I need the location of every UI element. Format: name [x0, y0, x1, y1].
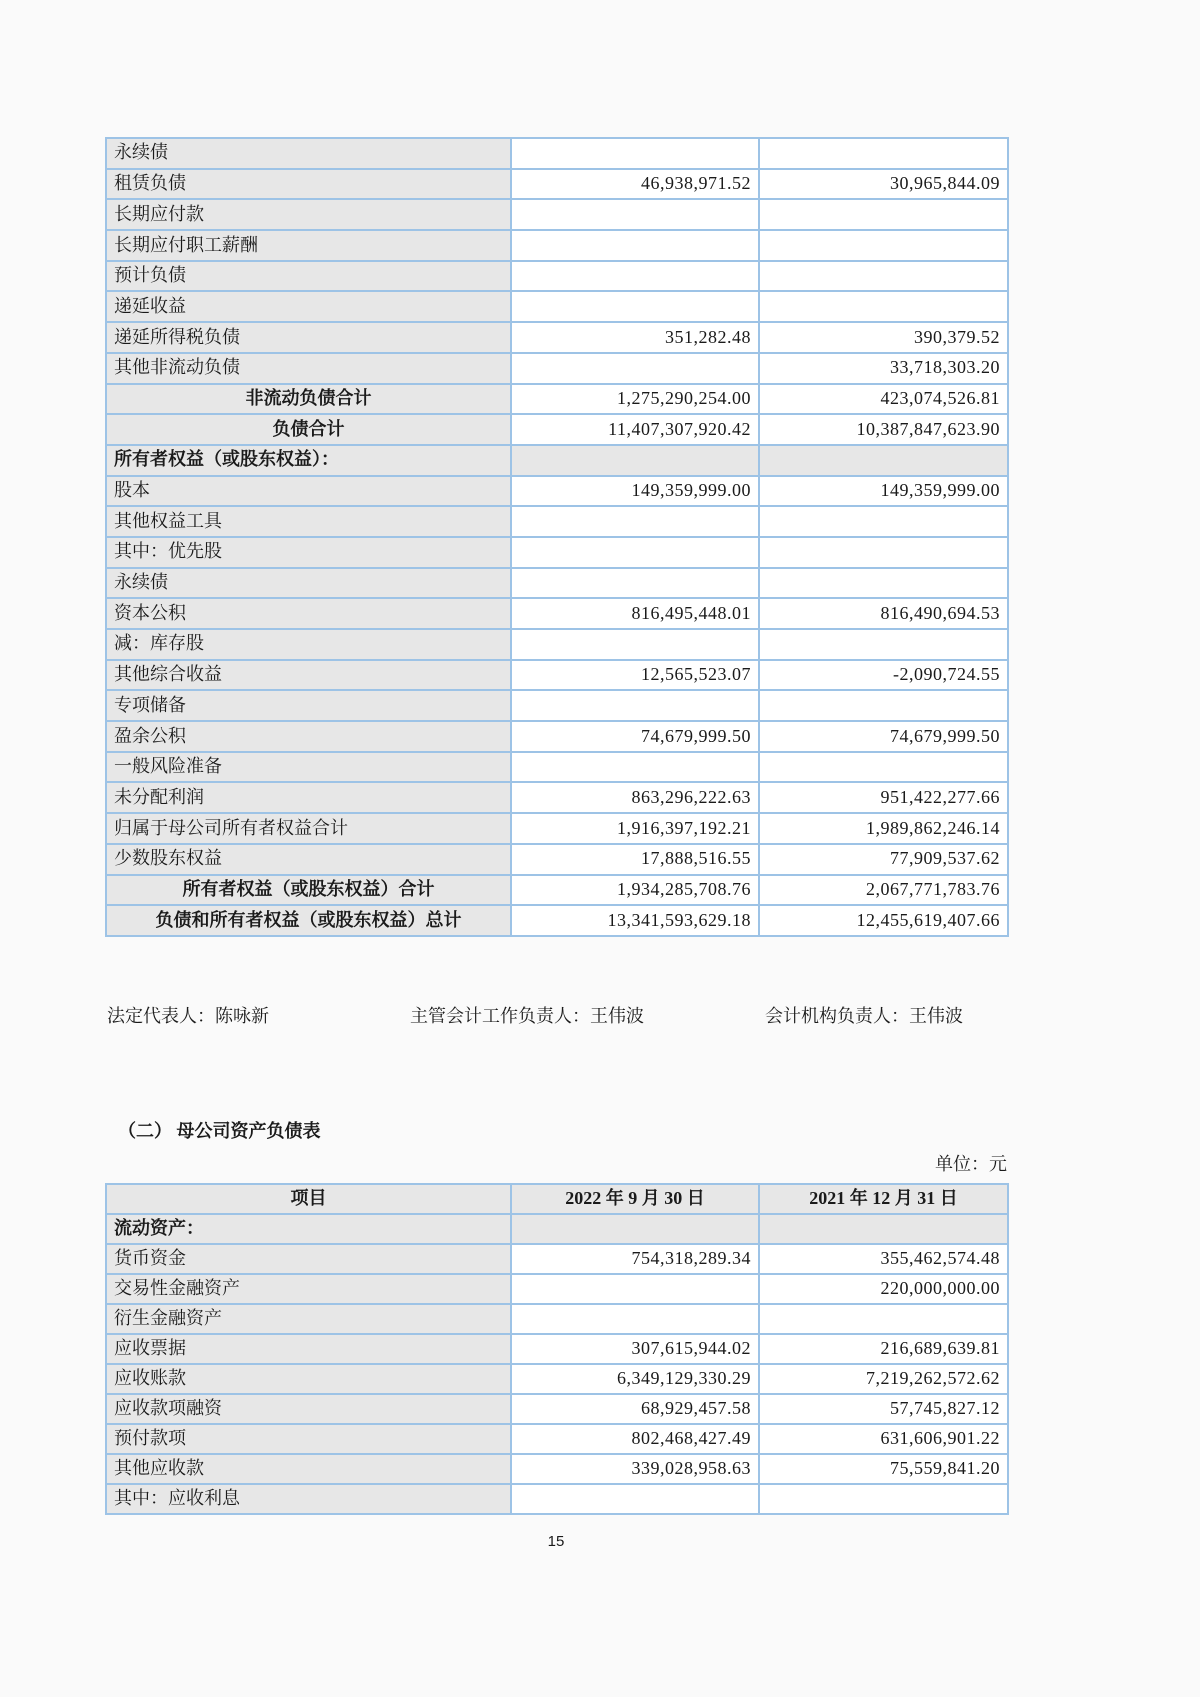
unit-note: 单位：元	[935, 1154, 1007, 1174]
table-header-row	[106, 1184, 1008, 1214]
amount-current-period	[511, 1274, 759, 1304]
table-row	[106, 752, 1008, 783]
amount-current-period: 1,916,397,192.21	[511, 813, 759, 844]
line-item-label: 归属于母公司所有者权益合计	[106, 813, 511, 844]
amount-current-period: 68,929,457.58	[511, 1394, 759, 1424]
amount-prior-period: 390,379.52	[759, 322, 1008, 353]
amount-current-period: 1,934,285,708.76	[511, 875, 759, 906]
legal-representative-signature: 法定代表人：陈咏新	[107, 1006, 269, 1026]
table-row	[106, 199, 1008, 230]
amount-prior-period: 75,559,841.20	[759, 1454, 1008, 1484]
amount-prior-period: 149,359,999.00	[759, 476, 1008, 507]
amount-current-period: 12,565,523.07	[511, 660, 759, 691]
table-row	[106, 445, 1008, 476]
parent-company-balance-sheet-table	[105, 1183, 1009, 1515]
table-row	[106, 568, 1008, 599]
table-row	[106, 353, 1008, 384]
amount-current-period: 17,888,516.55	[511, 844, 759, 875]
amount-current-period: 13,341,593,629.18	[511, 905, 759, 936]
amount-current-period: 149,359,999.00	[511, 476, 759, 507]
amount-prior-period	[759, 138, 1008, 169]
amount-prior-period	[759, 629, 1008, 660]
amount-prior-period	[759, 537, 1008, 568]
amount-prior-period	[759, 230, 1008, 261]
amount-prior-period: 1,989,862,246.14	[759, 813, 1008, 844]
table-row	[106, 875, 1008, 906]
amount-prior-period: 77,909,537.62	[759, 844, 1008, 875]
line-item-label: 应收票据	[106, 1334, 511, 1364]
amount-prior-period	[759, 568, 1008, 599]
amount-prior-period: 423,074,526.81	[759, 384, 1008, 415]
amount-prior-period: 951,422,277.66	[759, 782, 1008, 813]
line-item-label: 预付款项	[106, 1424, 511, 1454]
amount-current-period	[511, 537, 759, 568]
amount-current-period	[511, 568, 759, 599]
amount-current-period: 11,407,307,920.42	[511, 414, 759, 445]
line-item-label: 所有者权益（或股东权益）：	[106, 445, 511, 476]
amount-current-period: 816,495,448.01	[511, 598, 759, 629]
amount-prior-period	[759, 199, 1008, 230]
amount-current-period: 46,938,971.52	[511, 169, 759, 200]
line-item-label: 衍生金融资产	[106, 1304, 511, 1334]
table-row	[106, 690, 1008, 721]
line-item-label: 少数股东权益	[106, 844, 511, 875]
table-row	[106, 844, 1008, 875]
line-item-label: 长期应付职工薪酬	[106, 230, 511, 261]
amount-prior-period	[759, 506, 1008, 537]
amount-prior-period: 33,718,303.20	[759, 353, 1008, 384]
line-item-label: 其中：优先股	[106, 537, 511, 568]
table-row	[106, 138, 1008, 169]
line-item-label: 专项储备	[106, 690, 511, 721]
table-row	[106, 291, 1008, 322]
accounting-department-head-signature: 会计机构负责人：王伟波	[765, 1006, 963, 1026]
amount-prior-period	[759, 445, 1008, 476]
line-item-label: 负债合计	[106, 414, 511, 445]
table-row	[106, 629, 1008, 660]
table-row	[106, 1454, 1008, 1484]
table-row	[106, 230, 1008, 261]
amount-current-period: 1,275,290,254.00	[511, 384, 759, 415]
table-row	[106, 261, 1008, 292]
table-row	[106, 476, 1008, 507]
section-heading: （二） 母公司资产负债表	[118, 1121, 321, 1141]
line-item-label: 其中：应收利息	[106, 1484, 511, 1514]
amount-current-period	[511, 1214, 759, 1244]
table-row	[106, 813, 1008, 844]
column-header-date-2021: 2021 年 12 月 31 日	[759, 1184, 1008, 1214]
amount-current-period	[511, 230, 759, 261]
line-item-label: 应收账款	[106, 1364, 511, 1394]
line-item-label: 应收款项融资	[106, 1394, 511, 1424]
amount-current-period	[511, 445, 759, 476]
amount-prior-period: 57,745,827.12	[759, 1394, 1008, 1424]
amount-prior-period	[759, 261, 1008, 292]
table-row	[106, 905, 1008, 936]
line-item-label: 其他综合收益	[106, 660, 511, 691]
amount-current-period: 6,349,129,330.29	[511, 1364, 759, 1394]
line-item-label: 其他应收款	[106, 1454, 511, 1484]
amount-current-period: 802,468,427.49	[511, 1424, 759, 1454]
amount-current-period	[511, 1304, 759, 1334]
table-row	[106, 1304, 1008, 1334]
amount-current-period	[511, 1484, 759, 1514]
line-item-label: 资本公积	[106, 598, 511, 629]
amount-prior-period: 816,490,694.53	[759, 598, 1008, 629]
amount-current-period	[511, 261, 759, 292]
liabilities-and-equity-table	[105, 137, 1009, 937]
line-item-label: 永续债	[106, 568, 511, 599]
line-item-label: 股本	[106, 476, 511, 507]
table-row	[106, 1484, 1008, 1514]
amount-current-period	[511, 291, 759, 322]
amount-prior-period: 355,462,574.48	[759, 1244, 1008, 1274]
amount-current-period: 307,615,944.02	[511, 1334, 759, 1364]
amount-prior-period: 631,606,901.22	[759, 1424, 1008, 1454]
line-item-label: 其他权益工具	[106, 506, 511, 537]
table-row	[106, 598, 1008, 629]
table-row	[106, 782, 1008, 813]
table-row	[106, 414, 1008, 445]
column-header-date-2022: 2022 年 9 月 30 日	[511, 1184, 759, 1214]
amount-current-period	[511, 199, 759, 230]
table-row	[106, 322, 1008, 353]
amount-current-period: 754,318,289.34	[511, 1244, 759, 1274]
signature-line	[105, 1002, 1007, 1028]
amount-current-period: 74,679,999.50	[511, 721, 759, 752]
amount-prior-period: 10,387,847,623.90	[759, 414, 1008, 445]
amount-prior-period: 7,219,262,572.62	[759, 1364, 1008, 1394]
table-row	[106, 1424, 1008, 1454]
chief-accountant-signature: 主管会计工作负责人：王伟波	[410, 1006, 644, 1026]
line-item-label: 流动资产：	[106, 1214, 511, 1244]
line-item-label: 盈余公积	[106, 721, 511, 752]
line-item-label: 未分配利润	[106, 782, 511, 813]
amount-current-period	[511, 690, 759, 721]
table-row	[106, 660, 1008, 691]
table-row	[106, 721, 1008, 752]
amount-prior-period	[759, 752, 1008, 783]
amount-prior-period	[759, 1304, 1008, 1334]
amount-current-period	[511, 752, 759, 783]
line-item-label: 交易性金融资产	[106, 1274, 511, 1304]
line-item-label: 减：库存股	[106, 629, 511, 660]
amount-prior-period: 2,067,771,783.76	[759, 875, 1008, 906]
amount-current-period: 339,028,958.63	[511, 1454, 759, 1484]
amount-prior-period	[759, 690, 1008, 721]
line-item-label: 所有者权益（或股东权益）合计	[106, 875, 511, 906]
table-row	[106, 1334, 1008, 1364]
line-item-label: 递延收益	[106, 291, 511, 322]
line-item-label: 货币资金	[106, 1244, 511, 1274]
table-row	[106, 1274, 1008, 1304]
amount-current-period: 351,282.48	[511, 322, 759, 353]
table-row	[106, 1364, 1008, 1394]
line-item-label: 预计负债	[106, 261, 511, 292]
amount-current-period	[511, 353, 759, 384]
amount-prior-period: 216,689,639.81	[759, 1334, 1008, 1364]
amount-current-period: 863,296,222.63	[511, 782, 759, 813]
amount-current-period	[511, 506, 759, 537]
page-number: 15	[547, 1533, 565, 1550]
line-item-label: 递延所得税负债	[106, 322, 511, 353]
table-row	[106, 1394, 1008, 1424]
line-item-label: 其他非流动负债	[106, 353, 511, 384]
table-row	[106, 1214, 1008, 1244]
amount-prior-period	[759, 291, 1008, 322]
amount-prior-period	[759, 1484, 1008, 1514]
amount-prior-period: -2,090,724.55	[759, 660, 1008, 691]
amount-prior-period	[759, 1214, 1008, 1244]
line-item-label: 长期应付款	[106, 199, 511, 230]
amount-current-period	[511, 629, 759, 660]
amount-prior-period: 12,455,619,407.66	[759, 905, 1008, 936]
amount-prior-period: 220,000,000.00	[759, 1274, 1008, 1304]
line-item-label: 一般风险准备	[106, 752, 511, 783]
amount-prior-period: 30,965,844.09	[759, 169, 1008, 200]
column-header-item: 项目	[106, 1184, 511, 1214]
amount-prior-period: 74,679,999.50	[759, 721, 1008, 752]
table-row	[106, 506, 1008, 537]
line-item-label: 永续债	[106, 138, 511, 169]
line-item-label: 租赁负债	[106, 169, 511, 200]
table-row	[106, 384, 1008, 415]
line-item-label: 负债和所有者权益（或股东权益）总计	[106, 905, 511, 936]
line-item-label: 非流动负债合计	[106, 384, 511, 415]
table-row	[106, 1244, 1008, 1274]
table-row	[106, 169, 1008, 200]
amount-current-period	[511, 138, 759, 169]
table-row	[106, 537, 1008, 568]
